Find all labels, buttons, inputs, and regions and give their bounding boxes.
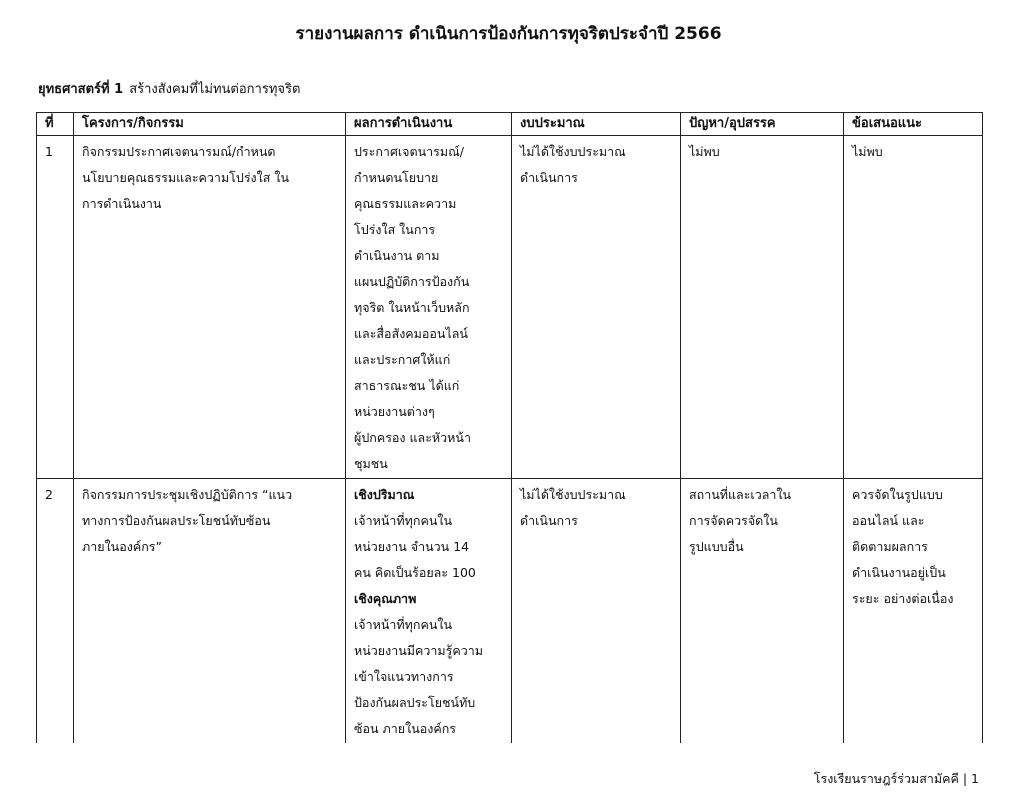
- footer-separator: |: [962, 771, 968, 786]
- row-number: 1: [45, 144, 53, 159]
- header-result: ผลการดำเนินงาน: [346, 113, 512, 136]
- result-line: เจ้าหน้าที่ทุกคนใน: [354, 513, 453, 528]
- suggestion-line: ออนไลน์ และ: [852, 513, 925, 528]
- result-line: เจ้าหน้าที่ทุกคนใน: [354, 617, 453, 632]
- header-project: โครงการ/กิจกรรม: [74, 113, 346, 136]
- cell-no: [37, 479, 74, 744]
- cell-budget: [512, 479, 681, 744]
- project-line: กิจกรรมประกาศเจตนารมณ์/กำหนด: [82, 144, 276, 159]
- suggestion-line: ระยะ อย่างต่อเนื่อง: [852, 591, 954, 606]
- project-line: การดำเนินงาน: [82, 196, 162, 211]
- row-number: 2: [45, 487, 53, 502]
- cell-problem: [681, 136, 844, 479]
- result-line: ทุจริต ในหน้าเว็บหลัก: [354, 300, 470, 315]
- table-row: [37, 479, 983, 744]
- result-line: ป้องกันผลประโยชน์ทับ: [354, 695, 476, 710]
- header-budget: งบประมาณ: [512, 113, 681, 136]
- project-line: ภายในองค์กร”: [82, 539, 162, 554]
- cell-project: [74, 136, 346, 479]
- project-line: ทางการป้องกันผลประโยชน์ทับซ้อน: [82, 513, 271, 528]
- result-quantity-label: เชิงปริมาณ: [354, 487, 415, 502]
- result-quality-label: เชิงคุณภาพ: [354, 591, 417, 606]
- suggestion-line: ดำเนินงานอยู่เป็น: [852, 565, 946, 580]
- problem-line: ไม่พบ: [689, 144, 720, 159]
- result-line: หน่วยงานต่างๆ: [354, 404, 435, 419]
- strategy-text: สร้างสังคมที่ไม่ทนต่อการทุจริต: [129, 82, 301, 97]
- budget-line: ไม่ได้ใช้งบประมาณ: [520, 487, 626, 502]
- page-footer: [814, 769, 979, 789]
- problem-line: การจัดควรจัดใน: [689, 513, 778, 528]
- project-line: กิจกรรมการประชุมเชิงปฏิบัติการ “แนว: [82, 487, 293, 502]
- strategy-label: ยุทธศาสตร์ที่ 1: [38, 82, 124, 97]
- budget-line: ดำเนินการ: [520, 170, 578, 185]
- result-line: หน่วยงาน จำนวน 14: [354, 539, 470, 554]
- result-line: และสื่อสังคมออนไลน์: [354, 326, 468, 341]
- page-title: รายงานผลการ ดำเนินการป้องกันการทุจริตประจำปี 2566: [295, 24, 722, 44]
- table-row: [37, 136, 983, 479]
- cell-result: [346, 136, 512, 479]
- report-table: [36, 112, 983, 743]
- result-line: สาธารณะชน ได้แก่: [354, 378, 460, 393]
- suggestion-line: ติดตามผลการ: [852, 539, 928, 554]
- result-line: ซ้อน ภายในองค์กร: [354, 721, 456, 736]
- result-line: คุณธรรมและความ: [354, 196, 457, 211]
- footer-page-number: 1: [971, 771, 979, 786]
- result-line: ชุมชน: [354, 456, 388, 471]
- result-line: หน่วยงานมีความรู้ความ: [354, 643, 484, 658]
- budget-line: ดำเนินการ: [520, 513, 578, 528]
- result-line: กำหนดนโยบาย: [354, 170, 439, 185]
- footer-school-name: โรงเรียนราษฎร์ร่วมสามัคคี: [813, 771, 959, 786]
- result-line: คน คิดเป็นร้อยละ 100: [354, 565, 476, 580]
- result-line: แผนปฏิบัติการป้องกัน: [354, 274, 470, 289]
- result-line: ประกาศเจตนารมณ์/: [354, 144, 464, 159]
- table-header-row: [37, 113, 983, 136]
- result-line: ดำเนินงาน ตาม: [354, 248, 440, 263]
- cell-result: [346, 479, 512, 744]
- problem-line: สถานที่และเวลาใน: [689, 487, 792, 502]
- project-line: นโยบายคุณธรรมและความโปร่งใส ใน: [82, 170, 290, 185]
- result-line: โปร่งใส ในการ: [354, 222, 436, 237]
- header-problem: ปัญหา/อุปสรรค: [681, 113, 844, 136]
- cell-project: [74, 479, 346, 744]
- strategy-heading: [38, 78, 300, 99]
- cell-suggestion: [844, 136, 983, 479]
- cell-problem: [681, 479, 844, 744]
- suggestion-line: ควรจัดในรูปแบบ: [852, 487, 943, 502]
- result-line: และประกาศให้แก่: [354, 352, 451, 367]
- cell-budget: [512, 136, 681, 479]
- header-no: ที่: [37, 113, 74, 136]
- header-suggestion: ข้อเสนอแนะ: [844, 113, 983, 136]
- result-line: เข้าใจแนวทางการ: [354, 669, 454, 684]
- cell-no: [37, 136, 74, 479]
- budget-line: ไม่ได้ใช้งบประมาณ: [520, 144, 626, 159]
- result-line: ผู้ปกครอง และหัวหน้า: [354, 430, 471, 445]
- suggestion-line: ไม่พบ: [852, 144, 883, 159]
- cell-suggestion: [844, 479, 983, 744]
- problem-line: รูปแบบอื่น: [689, 539, 744, 554]
